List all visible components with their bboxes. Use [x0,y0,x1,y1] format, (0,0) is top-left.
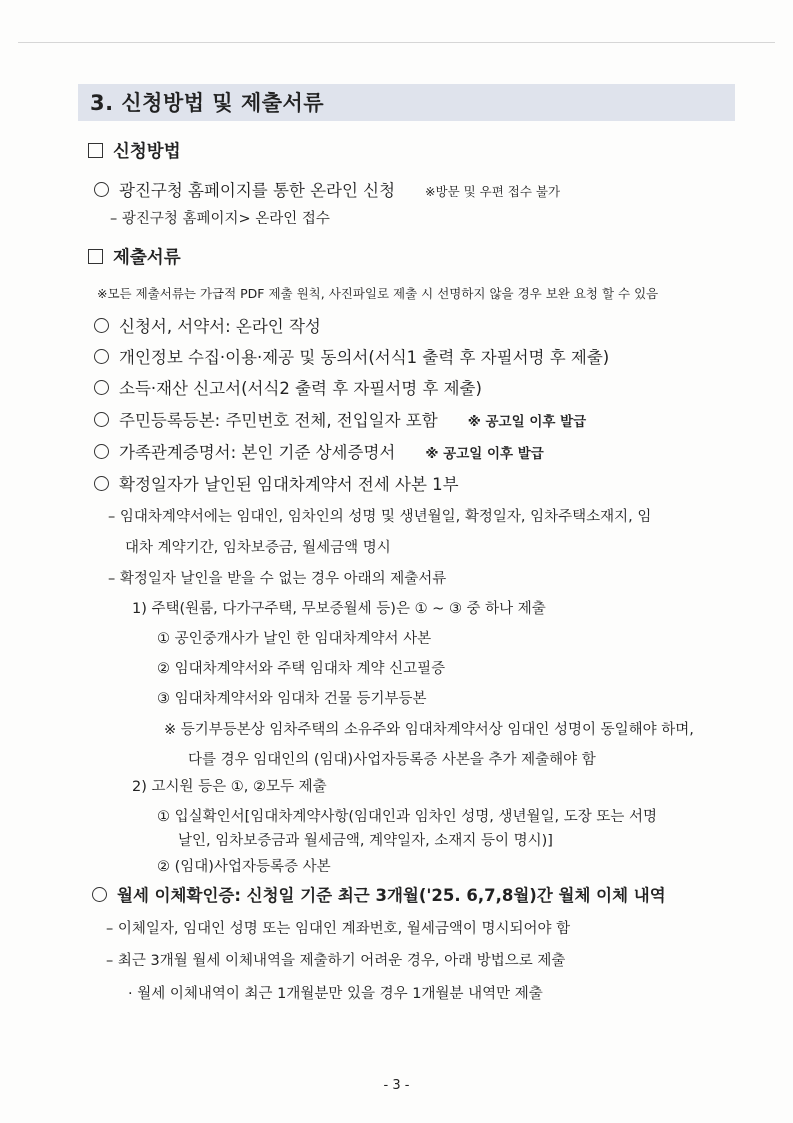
apply-online [94,177,560,201]
rent-item [92,882,666,906]
top-rule [18,42,775,43]
house-heading: 1) 주택(원룸, 다가구주택, 무보증월세 등)은 ① ~ ③ 중 하나 제출 [132,601,546,617]
docs-item-note: ※ 공고일 이후 발급 [467,414,587,430]
section-title: 3. 신청방법 및 제출서류 [90,91,325,115]
checkbox-square-icon [88,143,103,158]
apply-heading [88,138,181,163]
docs-heading-text: 제출서류 [113,248,181,268]
lease-detail-line2: 대차 계약기간, 임차보증금, 월세금액 명시 [125,540,391,556]
rent-detail: – 이체일자, 임대인 성명 또는 임대인 계좌번호, 월세금액이 명시되어야 함 [106,921,571,937]
house-note-line1: ※ 등기부등본상 임차주택의 소유주와 임대차계약서상 임대인 성명이 동일해야 하며, [164,722,694,738]
docs-item [94,407,586,431]
lease-detail-line1: – 임대차계약서에는 임대인, 임차인의 성명 및 생년월일, 확정일자, 임차주택소재지, 임 [108,509,652,525]
gosi-option: ② (임대)사업자등록증 사본 [157,859,331,875]
docs-item [94,471,459,495]
docs-item-text: 가족관계증명서: 본인 기준 상세증명서 [119,443,396,462]
house-option: ③ 임대차계약서와 임대차 건물 등기부등본 [157,691,427,707]
docs-note: ※모든 제출서류는 가급적 PDF 제출 원칙, 사진파일로 제출 시 선명하지 않을 경우 보완 요청 할 수 있음 [97,286,659,301]
docs-item-note: ※ 공고일 이후 발급 [425,446,544,462]
docs-heading [88,244,181,269]
circle-bullet-icon [94,349,109,364]
docs-item-text: 개인정보 수집·이용·제공 및 동의서(서식1 출력 후 자필서명 후 제출) [119,348,610,367]
house-option: ① 공인중개사가 날인 한 임대차계약서 사본 [157,631,432,647]
gosi-option-line2: 날인, 임차보증금과 월세금액, 계약일자, 소재지 등이 명시)] [178,833,553,849]
apply-online-text: 광진구청 홈페이지를 통한 온라인 신청 [119,181,396,200]
gosi-option-line1: ① 입실확인서[임대차계약사항(임대인과 임차인 성명, 생년월일, 도장 또는 서명 [157,809,658,825]
circle-bullet-icon [94,380,109,395]
checkbox-square-icon [88,249,103,264]
rent-detail: · 월세 이체내역이 최근 1개월분만 있을 경우 1개월분 내역만 제출 [128,986,543,1002]
circle-bullet-icon [94,476,109,491]
gosi-heading: 2) 고시원 등은 ①, ②모두 제출 [132,779,327,795]
lease-no-stamp: – 확정일자 날인을 받을 수 없는 경우 아래의 제출서류 [108,571,447,587]
apply-online-note: ※방문 및 우편 접수 불가 [425,184,561,199]
circle-bullet-icon [94,182,109,197]
apply-path: – 광진구청 홈페이지> 온라인 접수 [110,211,330,227]
rent-item-text: 월세 이체확인증: 신청일 기준 최근 3개월('25. 6,7,8월)간 월체 이체 내역 [117,886,666,905]
apply-heading-text: 신청방법 [113,142,181,162]
house-option: ② 임대차계약서와 주택 임대차 계약 신고필증 [157,661,446,677]
docs-item [94,375,482,399]
docs-item [94,439,544,463]
circle-bullet-icon [94,412,109,427]
docs-item-text: 신청서, 서약서: 온라인 작성 [119,317,321,336]
circle-bullet-icon [92,887,107,902]
docs-item-text: 소득·재산 신고서(서식2 출력 후 자필서명 후 제출) [119,379,482,398]
docs-item [94,344,609,368]
page-number: - 3 - [383,1078,410,1093]
docs-item [94,313,321,337]
house-note-line2: 다를 경우 임대인의 (임대)사업자등록증 사본을 추가 제출해야 함 [188,752,596,768]
docs-item-text: 주민등록등본: 주민번호 전체, 전입일자 포함 [119,411,438,430]
docs-item-text: 확정일자가 날인된 임대차계약서 전세 사본 1부 [119,475,459,494]
circle-bullet-icon [94,444,109,459]
rent-detail: – 최근 3개월 월세 이체내역을 제출하기 어려운 경우, 아래 방법으로 제출 [106,953,566,969]
circle-bullet-icon [94,318,109,333]
